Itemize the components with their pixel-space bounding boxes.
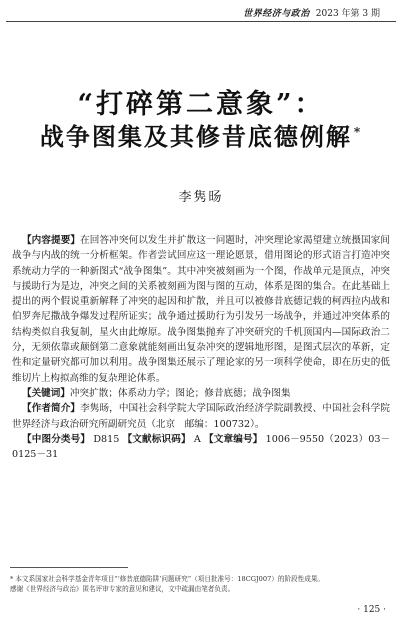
article-no-tag: 【文章编号】 [204, 433, 263, 445]
clc-value: D815 [93, 433, 120, 445]
summary-paragraph [12, 233, 390, 386]
issue-label: 2023 年第 3 期 [315, 9, 380, 19]
footnote-line-2: 感谢《世界经济与政治》匿名评审专家的意见和建议，文中疏漏由笔者负责。 [10, 585, 235, 593]
header-rule [6, 21, 396, 22]
doc-code-tag: 【文献标识码】 [122, 433, 191, 445]
author-intro-text: 李隽旸，中国社会科学院大学国际政治经济学院副教授、中国社会科学院世界经济与政治研究所副研究员（北京 邮编：100732）。 [12, 403, 391, 430]
author-intro-tag: 【作者简介】 [22, 403, 81, 415]
clc-tag: 【中图分类号】 [22, 433, 91, 445]
classification-paragraph [12, 432, 390, 463]
keywords-paragraph [12, 386, 390, 401]
doc-code-value: A [193, 433, 201, 445]
author-intro-paragraph [12, 401, 390, 432]
summary-tag: 【内容提要】 [22, 235, 81, 246]
footnote-line-1-text: 本文系国家社会科学基金青年项目“‘修昔底德陷阱’问题研究”（项目批准号：18CGJ007）的阶段性成果。 [15, 575, 325, 583]
summary-text: 在回答冲突何以发生并扩散这一问题时，冲突理论家渴望建立统摄国家间战争与内战的统一分析框架。作者尝试回应这一理论愿景，借用图论的形式语言打造冲突系统动力学的一种新图式“战争图集”。其中冲突被刻画为一个图，作战单元是顶点，冲突与援助行为是边，冲突之间的关系被刻画为图与图的互动，体系是图的集合。在此基础上提出的两个假说重新解释了冲突的起因和扩散，并且可以被修昔底德记载的柯西拉内战和伯罗奔尼撒战争爆发过程所证实；战争通过援助行为引发另一场战争，并通过冲突体系的结构类似自我复制，星火由此燎原。战争图集抛弃了冲突研究的千机顶国内—国际政治二分，无须依靠或颠倒第二意象就能刻画出复杂冲突的逻辑地形图，是图式层次的革新，定性和定量研究都可加以利用。战争图集还展示了理论家的另一项科学使命，即在历史的低维切片上构拟高维的复杂理论体系。 [12, 235, 391, 384]
author-name: 李隽旸 [178, 190, 224, 205]
footnote-line-1 [10, 574, 392, 584]
keywords-text: 冲突扩散；体系动力学；图论；修昔底德；战争图集 [69, 387, 291, 399]
running-header [243, 6, 380, 19]
footnote-rule [10, 567, 128, 568]
title-footnote-mark: * [353, 125, 363, 139]
footnote-mark: * [10, 575, 14, 583]
page-number: · 125 · [357, 605, 386, 615]
title-line-1: “打碎第二意象”： [77, 89, 325, 120]
title-line-2-text: 战争图集及其修昔底德例解 [39, 122, 352, 151]
title-line-2 [0, 117, 402, 152]
keywords-tag: 【关键词】 [22, 387, 70, 399]
footnote [10, 574, 392, 594]
abstract-block [12, 233, 390, 462]
journal-name: 世界经济与政治 [243, 9, 310, 19]
article-no-value: 1006－9550（2023）03－0125－31 [12, 433, 391, 461]
